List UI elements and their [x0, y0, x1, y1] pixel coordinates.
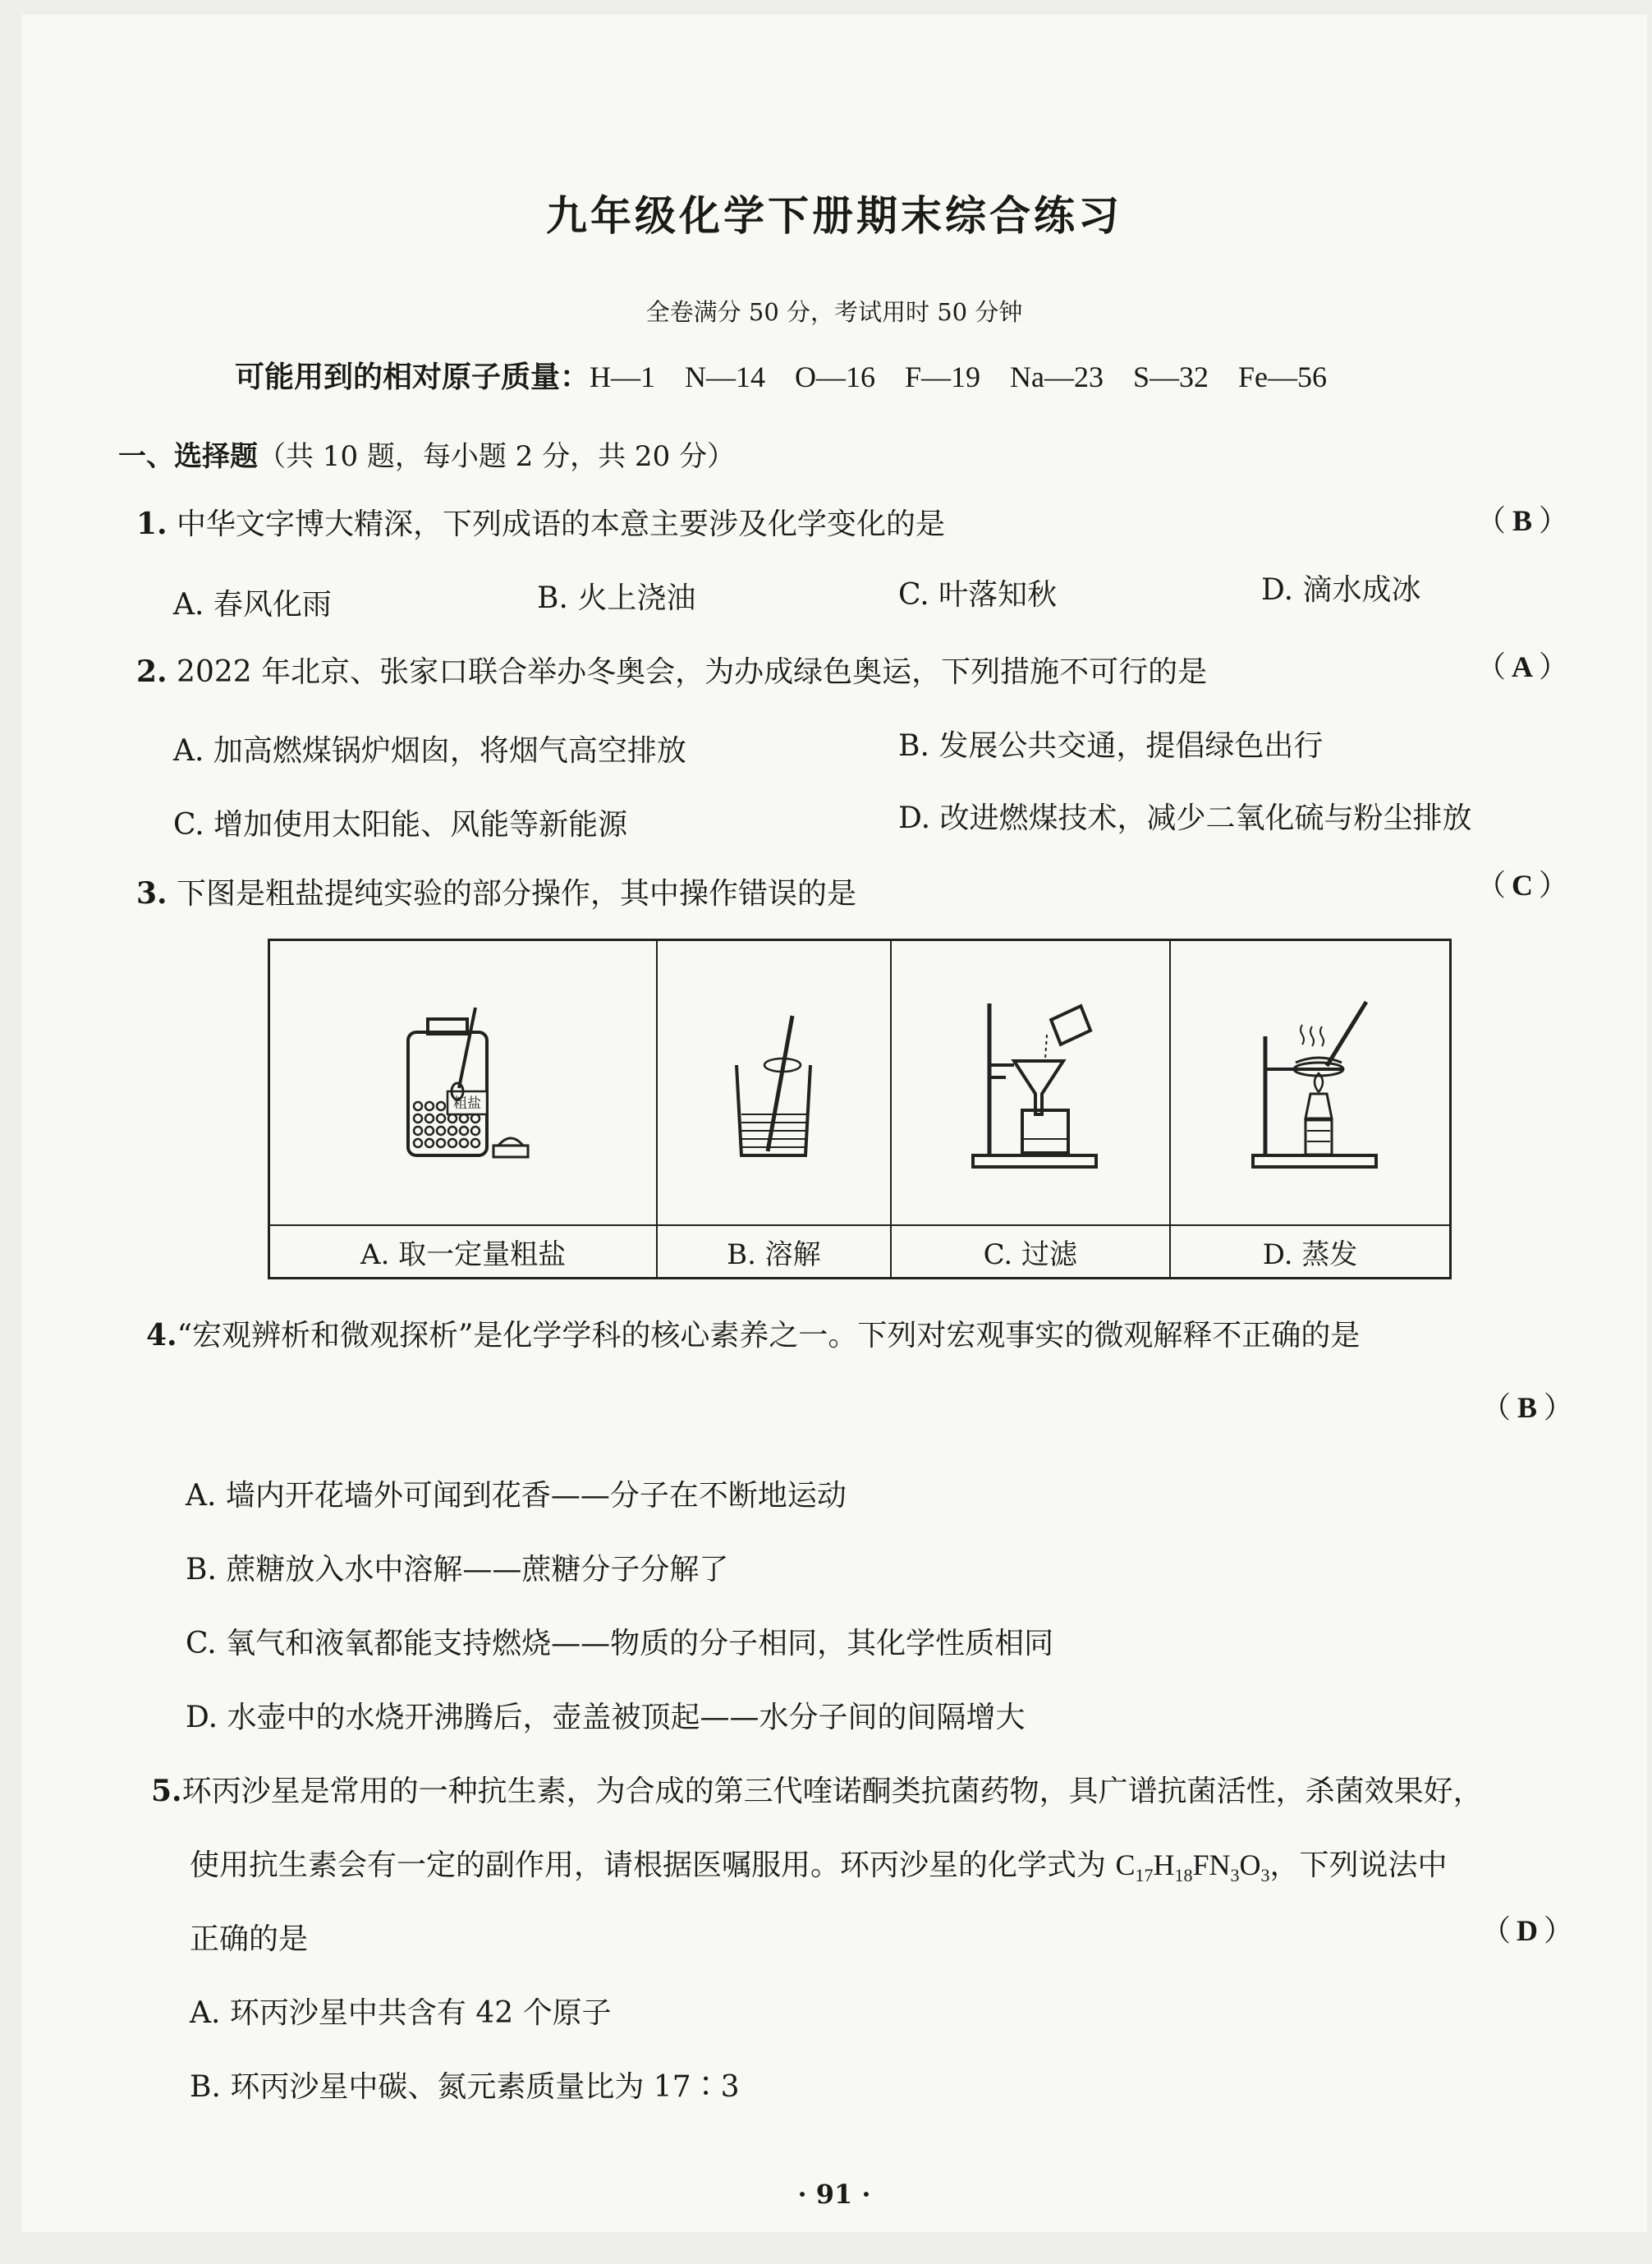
- section-note: （共 10 题，每小题 2 分，共 20 分）: [258, 440, 736, 473]
- question-number: 2.: [136, 654, 167, 689]
- atomic-mass-label: 可能用到的相对原子质量：: [235, 360, 590, 394]
- chemical-formula: $C_{17}H_{18}FN_3O_3$: [1115, 1848, 1270, 1886]
- section-heading: [118, 434, 735, 474]
- question-text: 2022 年北京、张家口联合举办冬奥会，为办成绿色奥运，下列措施不可行的是: [177, 655, 1208, 689]
- figure-caption: B. 溶解: [657, 1225, 890, 1279]
- evaporation-setup-icon: [1237, 987, 1384, 1176]
- figure-cell-a: [269, 940, 658, 1226]
- option: B. 火上浇油: [537, 581, 696, 615]
- question-5-stem-line1: [151, 1768, 1483, 1810]
- question-1-stem: [136, 501, 945, 543]
- atomic-mass-values: H—1 N—14 O—16 F—19 Na—23 S—32 Fe—56: [590, 360, 1328, 393]
- question-2-answer: （ A ）: [1476, 650, 1569, 683]
- option: D. 改进燃煤技术，减少二氧化硫与粉尘排放: [898, 801, 1472, 835]
- question-5-stem-line3: 正确的是: [190, 1922, 309, 1956]
- figure-cell-b: [657, 940, 890, 1226]
- question-1-answer: （ B ）: [1476, 504, 1569, 537]
- question-number: 3.: [136, 876, 167, 911]
- answer-letter: B: [1512, 504, 1533, 537]
- figure-caption: C. 过滤: [891, 1225, 1170, 1279]
- question-text: 环丙沙星是常用的一种抗生素，为合成的第三代喹诺酮类抗菌药物，具广谱抗菌活性，杀菌效果好，: [181, 1775, 1483, 1808]
- question-5-answer: （ D ）: [1481, 1914, 1574, 1947]
- question-text: 使用抗生素会有一定的副作用，请根据医嘱服用。环丙沙星的化学式为: [190, 1848, 1116, 1882]
- question-4-answer: （ B ）: [1481, 1391, 1574, 1424]
- page-number: · 91 ·: [797, 2179, 871, 2210]
- option: D. 滴水成冰: [1261, 573, 1421, 607]
- option: D. 水壶中的水烧开沸腾后，壶盖被顶起——水分子间的间隔增大: [186, 1701, 1026, 1734]
- figure-caption: A. 取一定量粗盐: [269, 1225, 658, 1279]
- figure-cell-d: [1170, 940, 1450, 1226]
- question-3-answer: （ C ）: [1476, 869, 1569, 902]
- bottle-label: 粗盐: [453, 1095, 482, 1112]
- section-title: 一、选择题: [118, 440, 258, 473]
- question-text: 中华文字博大精深，下列成语的本意主要涉及化学变化的是: [177, 507, 946, 541]
- answer-letter: B: [1517, 1391, 1538, 1424]
- figure-caption: D. 蒸发: [1170, 1225, 1450, 1279]
- filtration-setup-icon: [957, 987, 1104, 1176]
- option: C. 叶落知秋: [898, 578, 1058, 612]
- page-title: 九年级化学下册期末综合练习: [546, 191, 1122, 240]
- question-4-stem: [146, 1312, 1360, 1354]
- option: A. 环丙沙星中共含有 42 个原子: [190, 1996, 612, 2030]
- option: A. 加高燃煤锅炉烟囱，将烟气高空排放: [173, 734, 686, 768]
- option: A. 墙内开花墙外可闻到花香——分子在不断地运动: [186, 1479, 847, 1513]
- score-time-note: 全卷满分 50 分，考试用时 50 分钟: [645, 298, 1023, 326]
- reagent-bottle-icon: [393, 999, 533, 1164]
- atomic-mass-line: [235, 354, 1327, 396]
- option: B. 环丙沙星中碳、氮元素质量比为 17∶3: [190, 2070, 740, 2104]
- exam-page: [21, 15, 1647, 2232]
- beaker-stirring-icon: [712, 999, 835, 1164]
- question-5-stem-line2: [190, 1842, 1448, 1886]
- question-text: 下图是粗盐提纯实验的部分操作，其中操作错误的是: [177, 877, 857, 911]
- option: C. 增加使用太阳能、风能等新能源: [173, 808, 628, 842]
- question-text: ，下列说法中: [1269, 1848, 1448, 1882]
- option: B. 发展公共交通，提倡绿色出行: [898, 729, 1324, 763]
- question-2-stem: [136, 649, 1207, 691]
- answer-letter: A: [1512, 650, 1534, 683]
- figure-cell-c: [891, 940, 1170, 1226]
- answer-letter: D: [1517, 1914, 1539, 1947]
- question-number: 1.: [136, 507, 167, 541]
- option: C. 氧气和液氧都能支持燃烧——物质的分子相同，其化学性质相同: [186, 1627, 1054, 1660]
- question-3-stem: [136, 870, 856, 912]
- answer-letter: C: [1512, 869, 1534, 902]
- question-number: 4.: [146, 1318, 177, 1352]
- option: A. 春风化雨: [173, 588, 332, 622]
- salt-purification-figure: [268, 939, 1452, 1279]
- question-text: “宏观辨析和微观探析”是化学学科的核心素养之一。下列对宏观事实的微观解释不正确的是: [177, 1319, 1361, 1352]
- option: B. 蔗糖放入水中溶解——蔗糖分子分解了: [186, 1553, 729, 1587]
- question-number: 5.: [151, 1774, 182, 1808]
